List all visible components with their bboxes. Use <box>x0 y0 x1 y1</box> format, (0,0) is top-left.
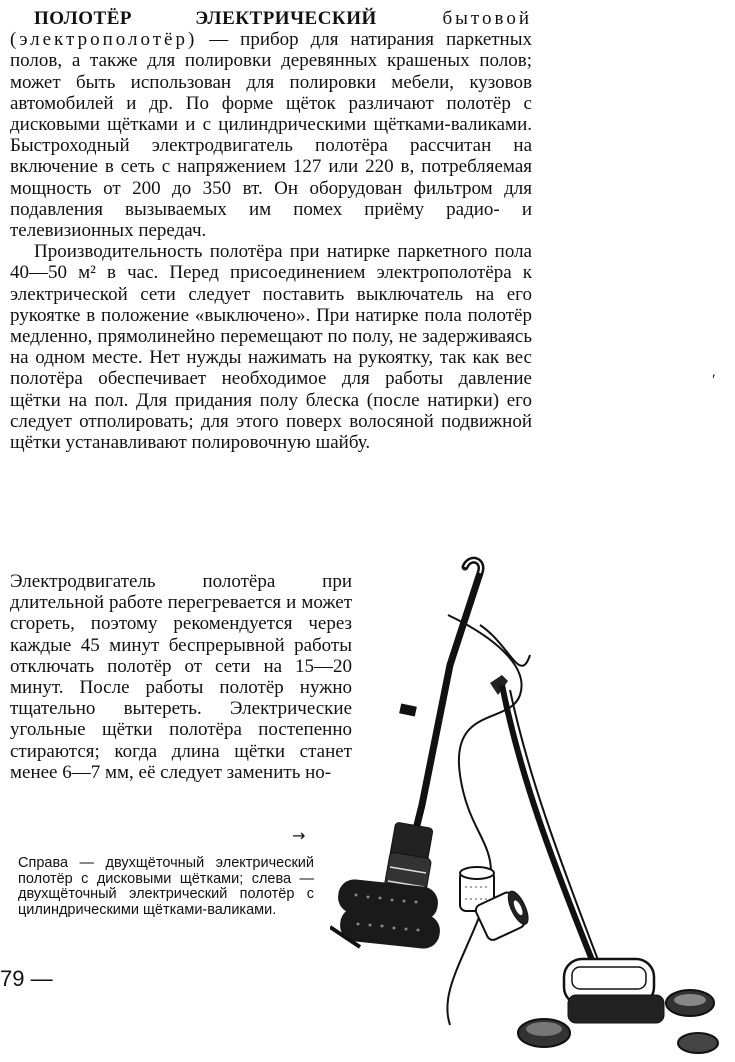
disc-polisher-cord <box>447 615 530 1025</box>
headword: ПОЛОТЁР ЭЛЕКТРИЧЕСКИЙ <box>34 8 377 29</box>
paragraph-1-body: — прибор для натирания паркетных полов, а также для полировки деревянных крашеных полов; может быть использован для полировки мебели, кузовов автомобилей и др. По форме щёток различают полотёр с дисковыми щётками и с цилиндрическими щётками-валиками. Быстроходный электродвигатель полотёра рассчитан на включение в сеть с напряжением 127 или 220 в, потребляемая мощность от 200 до 350 вт. Он оборудован фильтром для подавления вызываемых им помех приёму радио- и телевизионных передач. <box>10 29 532 242</box>
paragraph-3: Электродвигатель полотёра при длительной работе перегревается и может сгореть, поэтому рекомендуется через каждые 45 минут беспрерывной работы отключать полотёр от сети на 15—20 минут. После работы полотёр нужно тщательно вытереть. Электрические угольные щётки полотёра постепенно стираются; когда длина щётки станет менее 6—7 мм, её следует заменить но- <box>10 571 352 783</box>
paragraph-1 <box>10 8 532 241</box>
disc-polisher <box>490 675 718 1053</box>
figure-caption: Справа — двухщёточный электрический полотёр с дисковыми щётками; слева — двухщёточный электрический полотёр с цилиндрическими щётками-валиками. <box>18 855 314 918</box>
page-number: 79 — <box>0 966 53 991</box>
paragraph-2: Производительность полотёра при натирке паркетного пола 40—50 м² в час. Перед присоединением электрополотёра к электрической сети следует поставить выключатель на его рукоятке в положение «выключено». При натирке пола полотёр медленно, прямолинейно перемещают по полу, не задерживаясь на одном месте. Нет нужды нажимать на рукоятку, так как вес полотёра обеспечивает необходимое для работы давление щётки на пол. Для придания полу блеска (после натирки) его следует отполировать; для этого поверх волосяной подвижной щётки устанавливают полировочную шайбу. <box>10 241 532 454</box>
synonym: (электрополотёр) <box>10 29 198 51</box>
continuation-arrow: → <box>292 826 306 845</box>
headword-qualifier: бытовой <box>376 8 532 29</box>
spare-roller-brushes <box>460 867 533 942</box>
article-text-column <box>10 8 532 453</box>
floor-polisher-illustration <box>330 555 730 1055</box>
stray-mark: ′ <box>712 372 716 389</box>
